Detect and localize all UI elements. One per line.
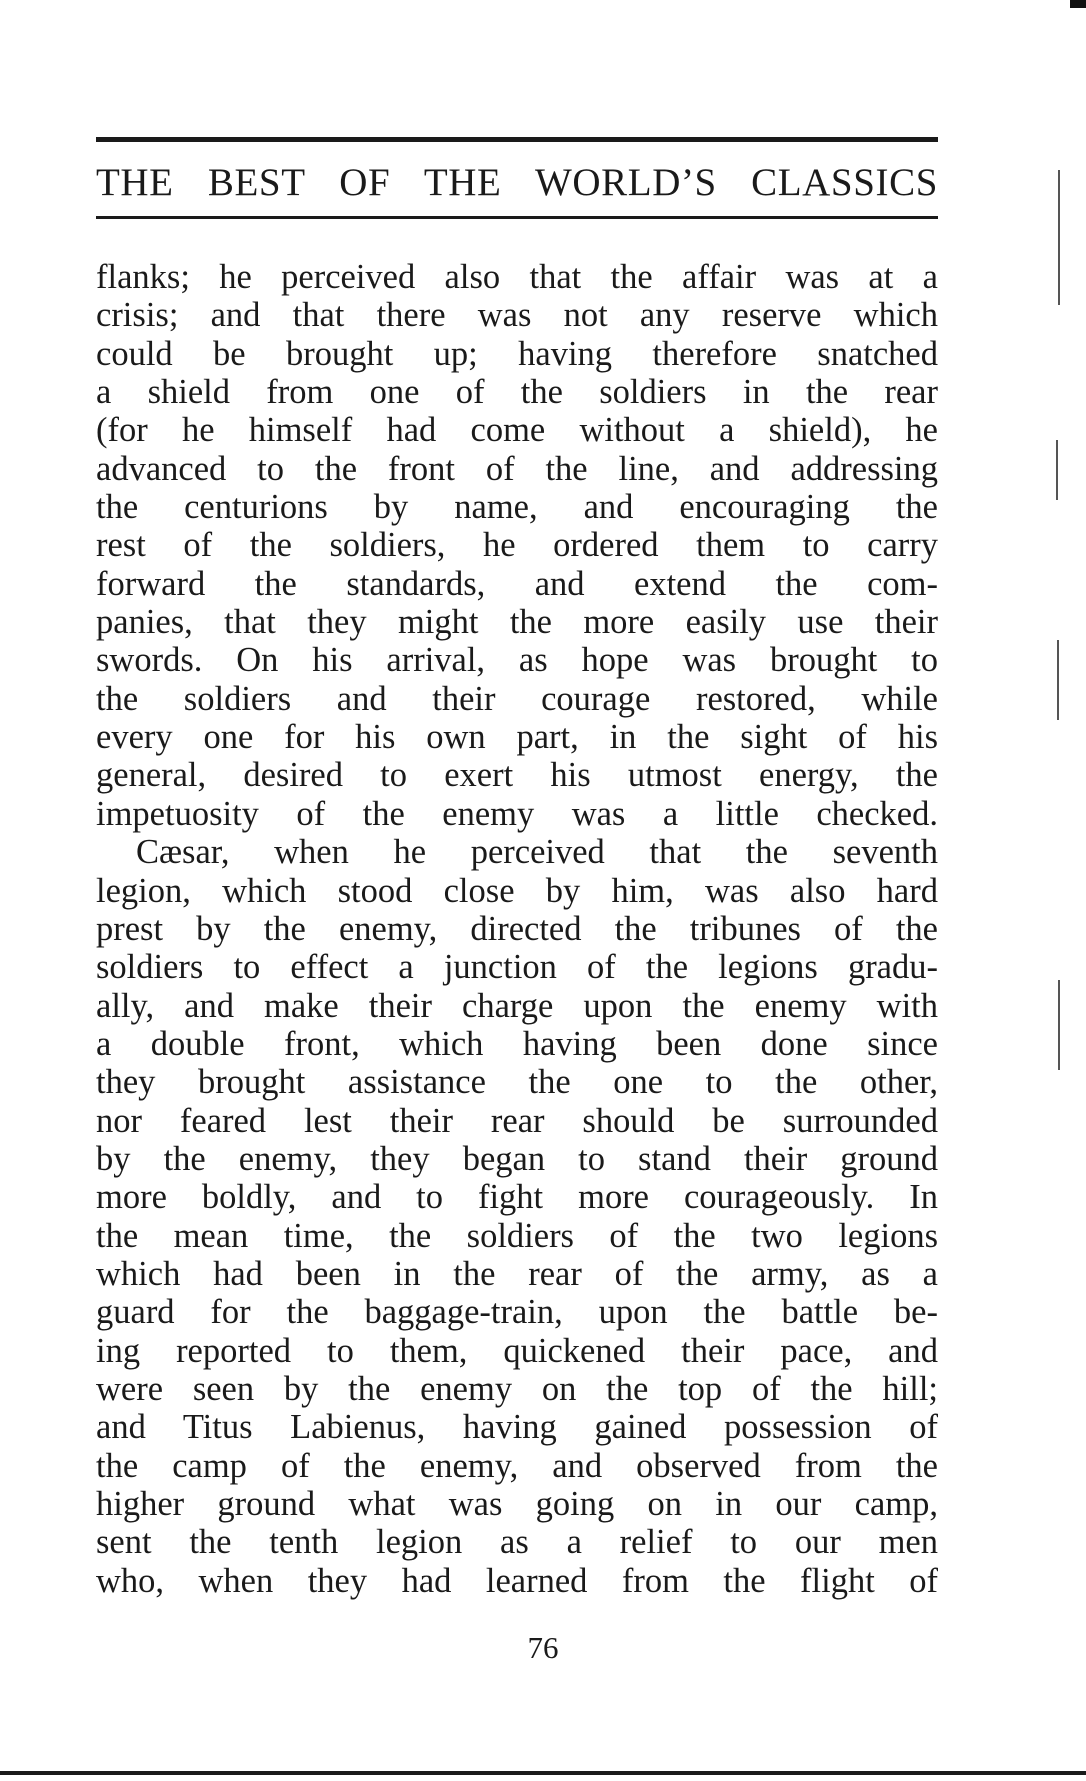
text-line: general, desired to exert his utmost energy, the: [96, 756, 938, 795]
text-line: flanks; he perceived also that the affair was at a: [96, 258, 938, 296]
text-line: forward the standards, and extend the com-: [96, 564, 938, 603]
header-rule-top: [96, 137, 938, 142]
text-line: (for he himself had come without a shield), he: [96, 411, 938, 450]
text-line: soldiers to effect a junction of the legions gradu-: [96, 948, 938, 987]
text-line: the mean time, the soldiers of the two legions: [96, 1216, 938, 1255]
text-line: impetuosity of the enemy was a little checked.: [96, 794, 938, 833]
text-line: the camp of the enemy, and observed from the: [96, 1446, 938, 1485]
running-head: THE BEST OF THE WORLD’S CLASSICS: [96, 161, 938, 204]
text-line: crisis; and that there was not any reserve which: [96, 296, 938, 335]
text-line: more boldly, and to fight more courageously. In: [96, 1178, 938, 1217]
text-line: panies, that they might the more easily use their: [96, 603, 938, 642]
text-line: rest of the soldiers, he ordered them to carry: [96, 526, 938, 565]
scan-edge-mark: [1070, 0, 1086, 8]
text-line: prest by the enemy, directed the tribunes of the: [96, 909, 938, 948]
scan-edge-line: [1056, 440, 1058, 500]
text-line: the soldiers and their courage restored, while: [96, 679, 938, 718]
scan-edge-line: [1058, 980, 1060, 1070]
paragraph-start-line: Cæsar, when he perceived that the seventh: [136, 833, 938, 872]
text-line: by the enemy, they began to stand their ground: [96, 1139, 938, 1178]
text-line: which had been in the rear of the army, as a: [96, 1254, 938, 1293]
text-line: a shield from one of the soldiers in the rear: [96, 373, 938, 412]
text-line: sent the tenth legion as a relief to our men: [96, 1523, 938, 1562]
text-line: nor feared lest their rear should be surrounded: [96, 1101, 938, 1140]
text-line: every one for his own part, in the sight of his: [96, 718, 938, 757]
text-line: legion, which stood close by him, was also hard: [96, 871, 938, 910]
text-line: the centurions by name, and encouraging the: [96, 488, 938, 527]
text-line: could be brought up; having therefore snatched: [96, 334, 938, 373]
scan-edge-line: [1057, 640, 1059, 720]
text-line: guard for the baggage-train, upon the battle be-: [96, 1293, 938, 1332]
page-number: 76: [527, 1630, 559, 1665]
text-line: ing reported to them, quickened their pace, and: [96, 1331, 938, 1370]
text-line: they brought assistance the one to the other,: [96, 1063, 938, 1102]
text-line: advanced to the front of the line, and addressing: [96, 449, 938, 488]
scan-bottom-edge: [0, 1771, 1086, 1775]
header-rule-bottom: [96, 216, 938, 219]
scan-edge-line: [1058, 170, 1060, 305]
text-line: a double front, which having been done since: [96, 1024, 938, 1063]
text-line: swords. On his arrival, as hope was brought to: [96, 641, 938, 680]
text-line: higher ground what was going on in our camp,: [96, 1485, 938, 1523]
body-text: [96, 258, 938, 1600]
text-line: who, when they had learned from the flight of: [96, 1561, 938, 1600]
text-line: and Titus Labienus, having gained possession of: [96, 1408, 938, 1447]
text-line: ally, and make their charge upon the enemy with: [96, 986, 938, 1025]
text-line: were seen by the enemy on the top of the hill;: [96, 1369, 938, 1408]
